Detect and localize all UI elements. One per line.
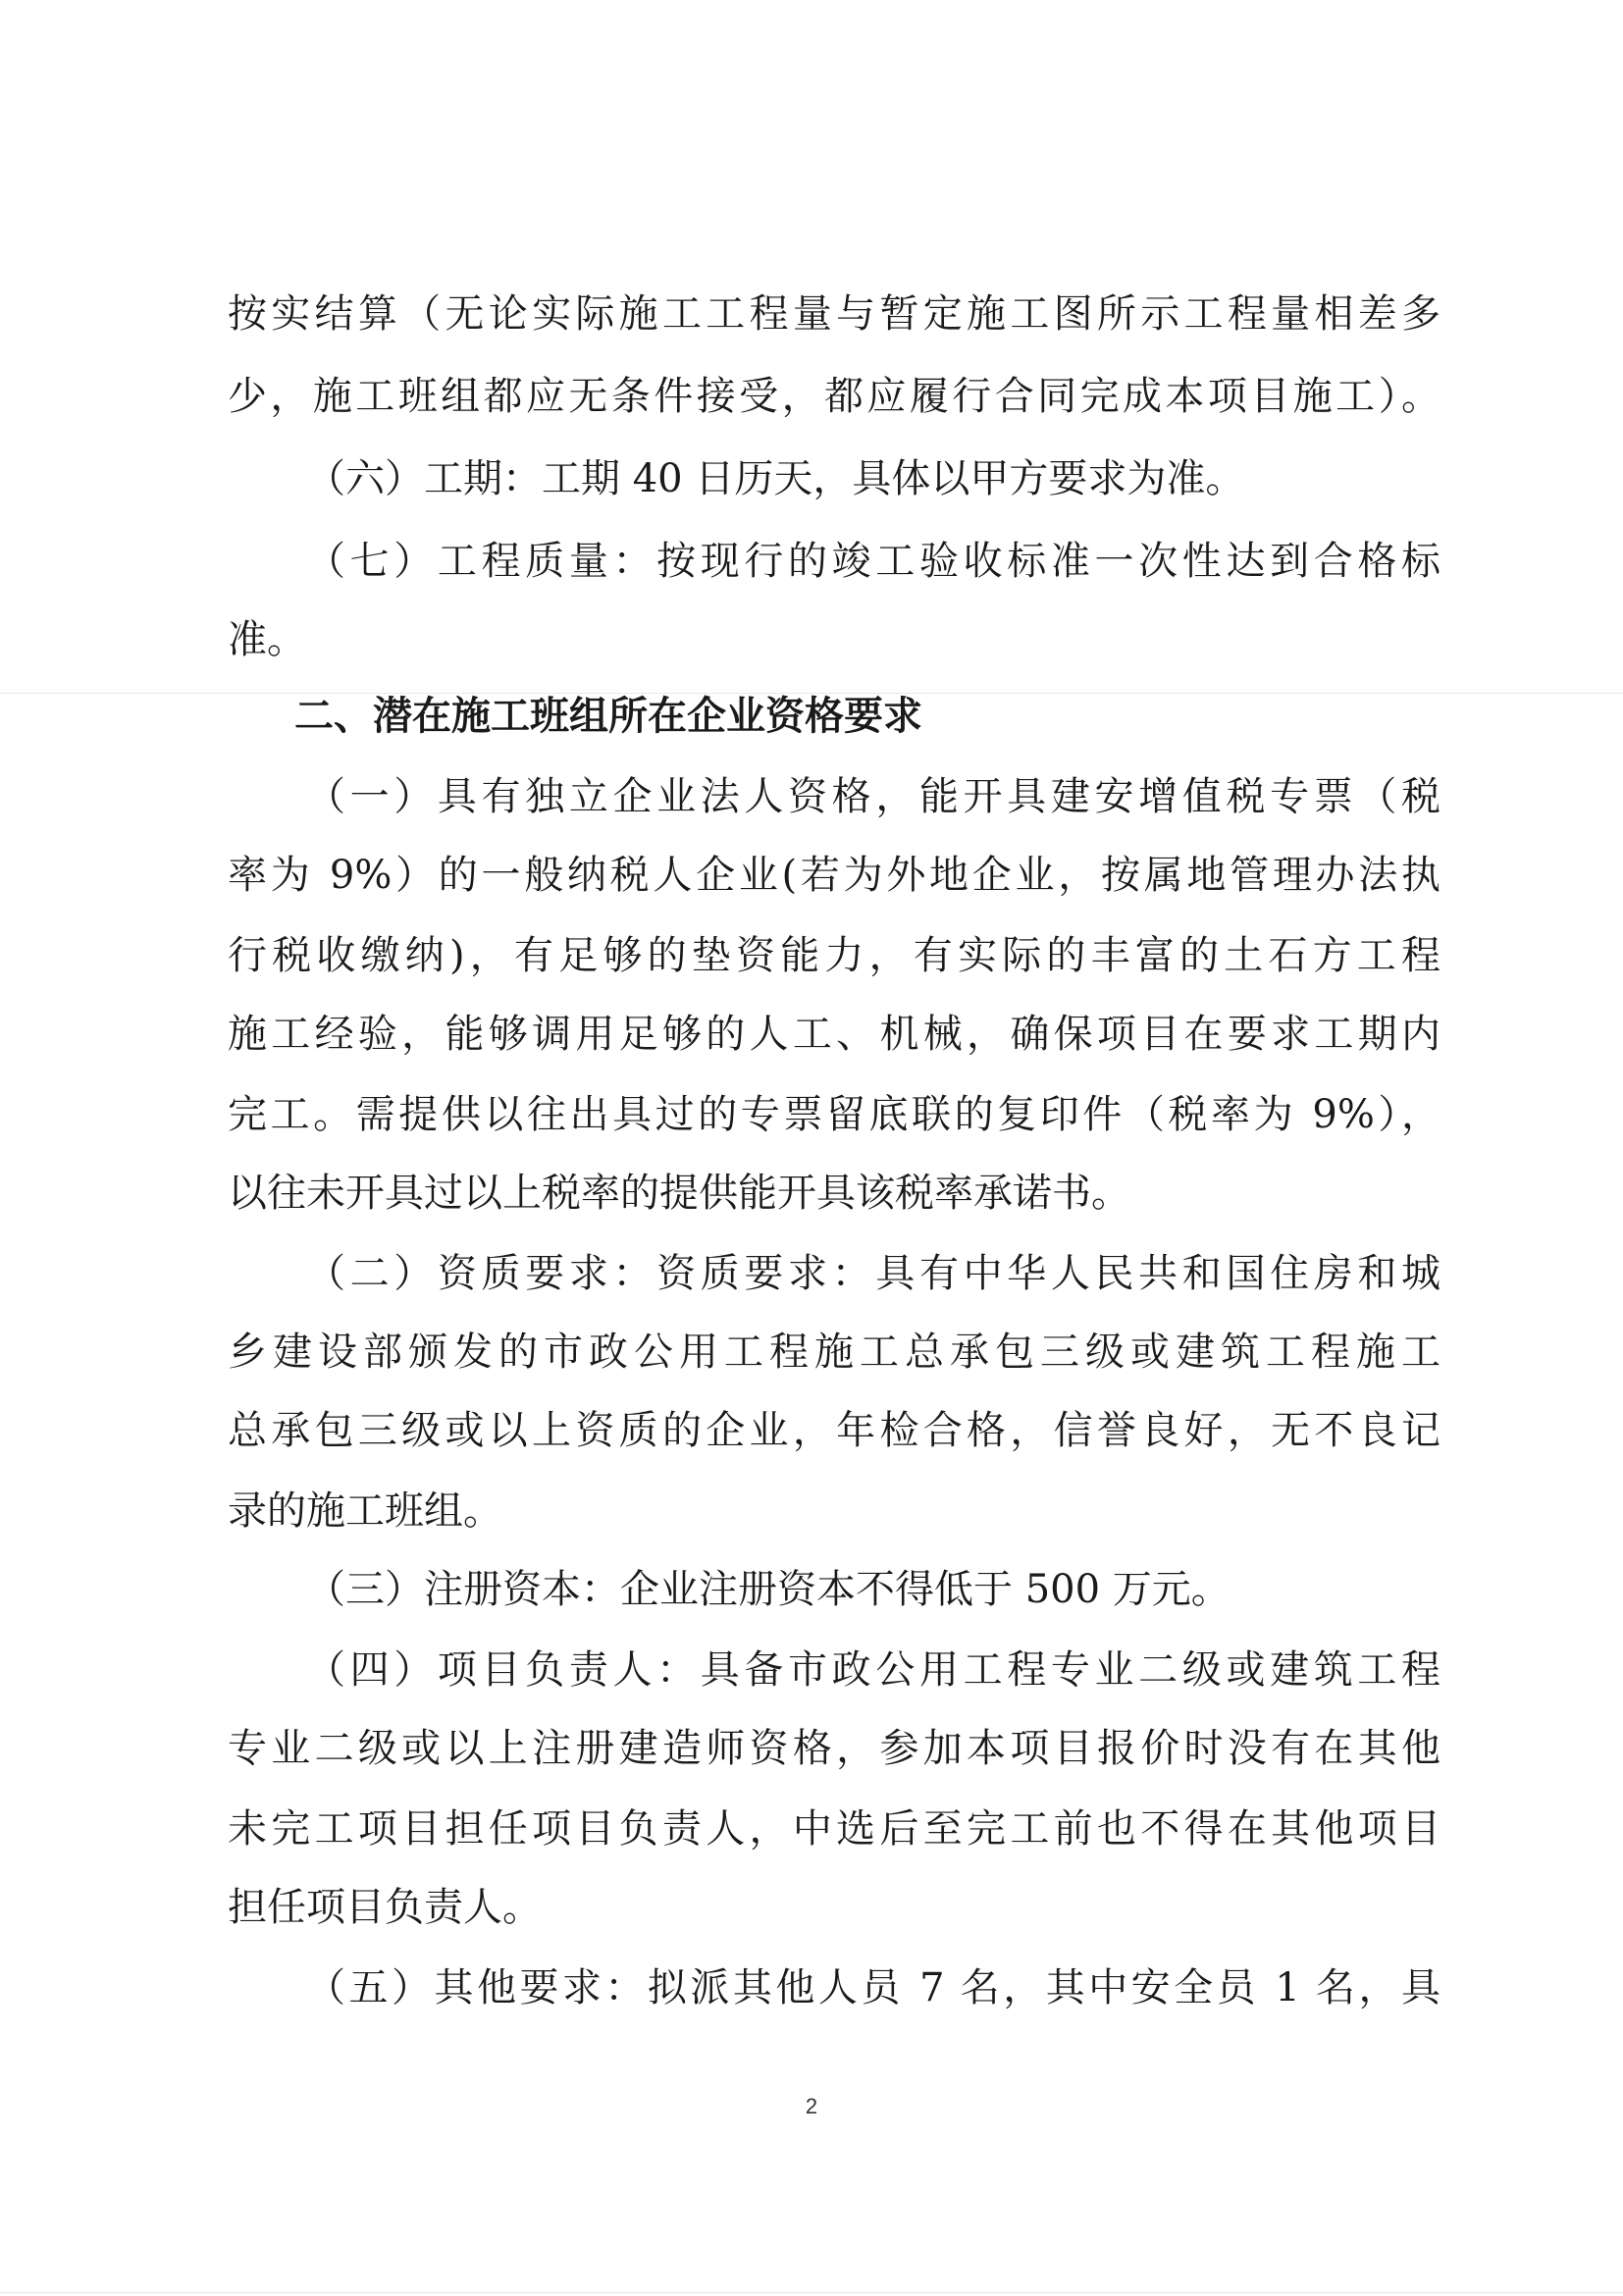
scan-artifact-line (0, 2292, 1623, 2293)
body-line: 少，施工班组都应无条件接受，都应履行合同完成本项目施工）。 (228, 374, 1440, 419)
body-line: （五）其他要求：拟派其他人员 7 名，其中安全员 1 名，具 (306, 1965, 1440, 2010)
body-line: （七）工程质量：按现行的竣工验收标准一次性达到合格标 (306, 539, 1440, 584)
body-line: 完工。需提供以往出具过的专票留底联的复印件（税率为 9%）， (228, 1092, 1440, 1137)
section-heading: 二、潜在施工班组所在企业资格要求 (294, 694, 922, 739)
body-line: 按实结算（无论实际施工工程量与暂定施工图所示工程量相差多 (228, 291, 1440, 337)
body-line: 专业二级或以上注册建造师资格，参加本项目报价时没有在其他 (228, 1726, 1440, 1771)
body-line: 率为 9%）的一般纳税人企业(若为外地企业，按属地管理办法执 (228, 853, 1440, 898)
body-line: 录的施工班组。 (228, 1488, 502, 1534)
body-line: 乡建设部颁发的市政公用工程施工总承包三级或建筑工程施工 (228, 1330, 1440, 1375)
page-number: 2 (805, 2094, 818, 2118)
body-line: （二）资质要求：资质要求：具有中华人民共和国住房和城 (306, 1251, 1440, 1296)
body-line: （六）工期：工期 40 日历天，具体以甲方要求为准。 (306, 456, 1245, 501)
body-line: （四）项目负责人：具备市政公用工程专业二级或建筑工程 (306, 1647, 1440, 1693)
body-line: （三）注册资本：企业注册资本不得低于 500 万元。 (306, 1567, 1230, 1612)
body-line: 担任项目负责人。 (228, 1885, 542, 1930)
body-line: 准。 (228, 617, 306, 662)
body-line: （一）具有独立企业法人资格，能开具建安增值税专票（税 (306, 774, 1440, 819)
body-line: 以往未开具过以上税率的提供能开具该税率承诺书。 (228, 1171, 1130, 1216)
body-line: 施工经验，能够调用足够的人工、机械，确保项目在要求工期内 (228, 1012, 1440, 1057)
body-line: 行税收缴纳)，有足够的垫资能力，有实际的丰富的土石方工程 (228, 933, 1440, 978)
body-line: 总承包三级或以上资质的企业，年检合格，信誉良好，无不良记 (228, 1408, 1440, 1453)
body-line: 未完工项目担任项目负责人，中选后至完工前也不得在其他项目 (228, 1806, 1440, 1852)
